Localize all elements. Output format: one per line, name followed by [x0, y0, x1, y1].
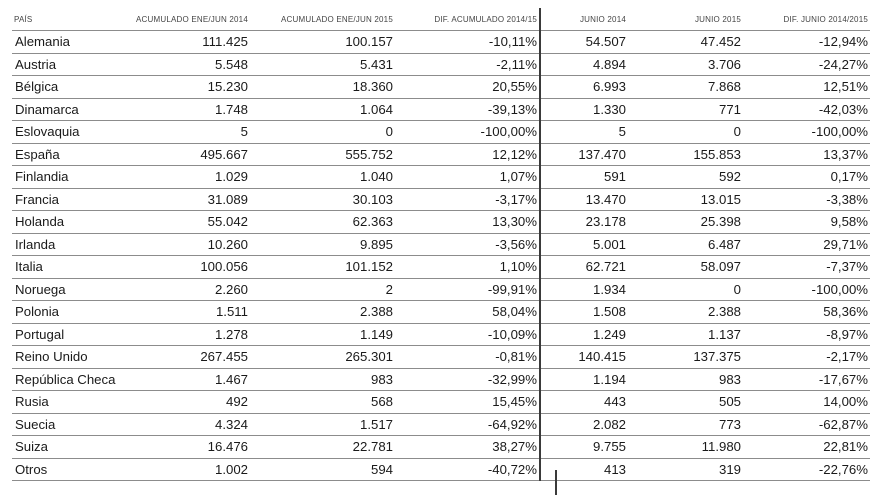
cum-2014-cell: 1.002	[130, 458, 250, 481]
table-row	[12, 413, 870, 436]
cum-diff-cell: 20,55%	[395, 76, 540, 99]
country-cell: Noruega	[12, 278, 130, 301]
cum-diff-cell: 1,07%	[395, 166, 540, 189]
cum-2015-cell: 100.157	[250, 31, 395, 54]
table-row	[12, 458, 870, 481]
country-cell: Italia	[12, 256, 130, 279]
cum-2014-cell: 10.260	[130, 233, 250, 256]
june-diff-cell: -24,27%	[743, 53, 870, 76]
cum-2014-cell: 16.476	[130, 436, 250, 459]
country-cell: Francia	[12, 188, 130, 211]
june-2015-cell: 58.097	[628, 256, 743, 279]
cum-2014-cell: 492	[130, 391, 250, 414]
country-cell: España	[12, 143, 130, 166]
cum-2014-cell: 1.748	[130, 98, 250, 121]
table-header	[12, 8, 870, 31]
cum-2014-cell: 15.230	[130, 76, 250, 99]
table-row	[12, 233, 870, 256]
header-june-2015: JUNIO 2015	[694, 14, 741, 24]
cum-2015-cell: 30.103	[250, 188, 395, 211]
cum-2015-cell: 9.895	[250, 233, 395, 256]
cum-2015-cell: 5.431	[250, 53, 395, 76]
cum-diff-cell: -3,17%	[395, 188, 540, 211]
june-2015-cell: 3.706	[628, 53, 743, 76]
table-row	[12, 323, 870, 346]
june-2015-cell: 25.398	[628, 211, 743, 234]
cum-2014-cell: 1.511	[130, 301, 250, 324]
june-2015-cell: 7.868	[628, 76, 743, 99]
cum-2014-cell: 1.029	[130, 166, 250, 189]
cum-diff-cell: -3,56%	[395, 233, 540, 256]
june-2015-cell: 773	[628, 413, 743, 436]
june-diff-cell: 9,58%	[743, 211, 870, 234]
june-diff-cell: -100,00%	[743, 121, 870, 144]
june-diff-cell: -17,67%	[743, 368, 870, 391]
cum-2014-cell: 1.467	[130, 368, 250, 391]
june-2014-cell: 2.082	[540, 413, 628, 436]
table-row	[12, 301, 870, 324]
cum-diff-cell: -32,99%	[395, 368, 540, 391]
cum-2015-cell: 2.388	[250, 301, 395, 324]
june-diff-cell: 0,17%	[743, 166, 870, 189]
june-diff-cell: -8,97%	[743, 323, 870, 346]
cum-diff-cell: -0,81%	[395, 346, 540, 369]
cum-2014-cell: 5	[130, 121, 250, 144]
june-2014-cell: 13.470	[540, 188, 628, 211]
june-2014-cell: 9.755	[540, 436, 628, 459]
june-diff-cell: -7,37%	[743, 256, 870, 279]
cum-2015-cell: 594	[250, 458, 395, 481]
june-diff-cell: -3,38%	[743, 188, 870, 211]
column-divider-extension	[555, 470, 557, 495]
june-2014-cell: 1.249	[540, 323, 628, 346]
cum-diff-cell: -100,00%	[395, 121, 540, 144]
cum-2015-cell: 1.149	[250, 323, 395, 346]
june-2014-cell: 62.721	[540, 256, 628, 279]
country-cell: Irlanda	[12, 233, 130, 256]
header-cum-diff: DIF. ACUMULADO 2014/15	[434, 14, 537, 24]
june-2014-cell: 5	[540, 121, 628, 144]
june-2014-cell: 23.178	[540, 211, 628, 234]
table-row	[12, 53, 870, 76]
country-cell: Bélgica	[12, 76, 130, 99]
cum-2014-cell: 55.042	[130, 211, 250, 234]
table-row	[12, 346, 870, 369]
june-2014-cell: 140.415	[540, 346, 628, 369]
june-diff-cell: -12,94%	[743, 31, 870, 54]
june-diff-cell: 29,71%	[743, 233, 870, 256]
country-cell: Alemania	[12, 31, 130, 54]
june-2015-cell: 319	[628, 458, 743, 481]
cum-diff-cell: -40,72%	[395, 458, 540, 481]
june-2015-cell: 2.388	[628, 301, 743, 324]
header-cum-2015: ACUMULADO ENE/JUN 2015	[281, 14, 393, 24]
june-diff-cell: -62,87%	[743, 413, 870, 436]
cum-2015-cell: 555.752	[250, 143, 395, 166]
table-row	[12, 31, 870, 54]
table-row	[12, 391, 870, 414]
june-diff-cell: -100,00%	[743, 278, 870, 301]
june-2015-cell: 983	[628, 368, 743, 391]
cum-2014-cell: 2.260	[130, 278, 250, 301]
june-2015-cell: 0	[628, 121, 743, 144]
june-2014-cell: 1.934	[540, 278, 628, 301]
cum-diff-cell: -99,91%	[395, 278, 540, 301]
cum-2015-cell: 2	[250, 278, 395, 301]
june-diff-cell: 58,36%	[743, 301, 870, 324]
cum-diff-cell: 38,27%	[395, 436, 540, 459]
cum-2014-cell: 111.425	[130, 31, 250, 54]
table-row	[12, 278, 870, 301]
country-cell: Austria	[12, 53, 130, 76]
country-cell: Suecia	[12, 413, 130, 436]
table-row	[12, 256, 870, 279]
june-diff-cell: 12,51%	[743, 76, 870, 99]
country-cell: Dinamarca	[12, 98, 130, 121]
country-cell: Reino Unido	[12, 346, 130, 369]
cum-2015-cell: 1.064	[250, 98, 395, 121]
table-row	[12, 368, 870, 391]
cum-2014-cell: 495.667	[130, 143, 250, 166]
country-cell: Otros	[12, 458, 130, 481]
table-row	[12, 121, 870, 144]
june-2015-cell: 155.853	[628, 143, 743, 166]
country-cell: Eslovaquia	[12, 121, 130, 144]
country-cell: Portugal	[12, 323, 130, 346]
june-2015-cell: 6.487	[628, 233, 743, 256]
june-diff-cell: 22,81%	[743, 436, 870, 459]
header-cum-2014: ACUMULADO ENE/JUN 2014	[136, 14, 248, 24]
table-row	[12, 143, 870, 166]
table-row	[12, 166, 870, 189]
country-cell: Holanda	[12, 211, 130, 234]
june-2014-cell: 1.194	[540, 368, 628, 391]
cum-2015-cell: 983	[250, 368, 395, 391]
june-2014-cell: 1.508	[540, 301, 628, 324]
cum-2015-cell: 265.301	[250, 346, 395, 369]
june-2014-cell: 443	[540, 391, 628, 414]
june-2014-cell: 1.330	[540, 98, 628, 121]
country-cell: Finlandia	[12, 166, 130, 189]
cum-2015-cell: 101.152	[250, 256, 395, 279]
cum-2015-cell: 568	[250, 391, 395, 414]
june-2014-cell: 6.993	[540, 76, 628, 99]
june-2015-cell: 0	[628, 278, 743, 301]
cum-2015-cell: 18.360	[250, 76, 395, 99]
cum-diff-cell: 15,45%	[395, 391, 540, 414]
june-2014-cell: 5.001	[540, 233, 628, 256]
june-diff-cell: 14,00%	[743, 391, 870, 414]
cum-diff-cell: -64,92%	[395, 413, 540, 436]
june-2015-cell: 592	[628, 166, 743, 189]
june-2015-cell: 11.980	[628, 436, 743, 459]
header-june-diff: DIF. JUNIO 2014/2015	[783, 14, 868, 24]
cum-2014-cell: 31.089	[130, 188, 250, 211]
june-2015-cell: 137.375	[628, 346, 743, 369]
table-row	[12, 76, 870, 99]
cum-diff-cell: -10,11%	[395, 31, 540, 54]
june-2014-cell: 4.894	[540, 53, 628, 76]
data-table	[12, 8, 870, 481]
june-diff-cell: -22,76%	[743, 458, 870, 481]
cum-2015-cell: 1.517	[250, 413, 395, 436]
country-cell: Rusia	[12, 391, 130, 414]
table-row	[12, 211, 870, 234]
june-2015-cell: 1.137	[628, 323, 743, 346]
cum-2015-cell: 62.363	[250, 211, 395, 234]
table-row	[12, 436, 870, 459]
cum-diff-cell: 12,12%	[395, 143, 540, 166]
june-2014-cell: 591	[540, 166, 628, 189]
cum-diff-cell: 58,04%	[395, 301, 540, 324]
cum-diff-cell: -10,09%	[395, 323, 540, 346]
country-cell: República Checa	[12, 368, 130, 391]
header-row	[12, 8, 870, 31]
cum-2014-cell: 267.455	[130, 346, 250, 369]
cum-2015-cell: 0	[250, 121, 395, 144]
cum-2014-cell: 4.324	[130, 413, 250, 436]
cum-diff-cell: 13,30%	[395, 211, 540, 234]
cum-2014-cell: 100.056	[130, 256, 250, 279]
june-diff-cell: 13,37%	[743, 143, 870, 166]
cum-diff-cell: 1,10%	[395, 256, 540, 279]
june-2015-cell: 771	[628, 98, 743, 121]
june-diff-cell: -42,03%	[743, 98, 870, 121]
country-cell: Suiza	[12, 436, 130, 459]
table-row	[12, 188, 870, 211]
cum-diff-cell: -39,13%	[395, 98, 540, 121]
june-2015-cell: 505	[628, 391, 743, 414]
table-body	[12, 31, 870, 481]
cum-2015-cell: 22.781	[250, 436, 395, 459]
june-2015-cell: 47.452	[628, 31, 743, 54]
june-2014-cell: 137.470	[540, 143, 628, 166]
cum-2015-cell: 1.040	[250, 166, 395, 189]
june-2014-cell: 413	[540, 458, 628, 481]
country-cell: Polonia	[12, 301, 130, 324]
june-diff-cell: -2,17%	[743, 346, 870, 369]
cum-2014-cell: 1.278	[130, 323, 250, 346]
cum-2014-cell: 5.548	[130, 53, 250, 76]
june-2014-cell: 54.507	[540, 31, 628, 54]
header-june-2014: JUNIO 2014	[540, 8, 628, 31]
header-country: PAÍS	[14, 14, 33, 24]
cum-diff-cell: -2,11%	[395, 53, 540, 76]
table-row	[12, 98, 870, 121]
june-2015-cell: 13.015	[628, 188, 743, 211]
